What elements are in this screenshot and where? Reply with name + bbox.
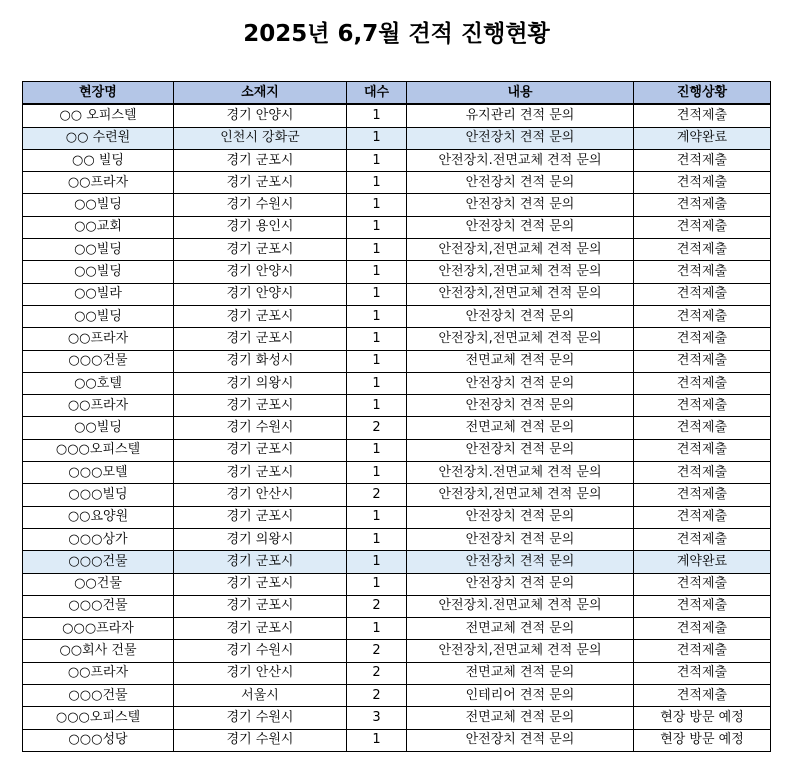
header-location: 소재지: [174, 82, 347, 105]
table-row: [23, 328, 771, 350]
table-row: [23, 261, 771, 283]
cell-status: 견적제출: [634, 395, 771, 417]
table-row: [23, 417, 771, 439]
cell-location: 경기 안양시: [174, 261, 347, 283]
table-row: [23, 372, 771, 394]
cell-site: ○○○프라자: [23, 618, 174, 640]
table-row: [23, 462, 771, 484]
cell-site: ○○○건물: [23, 551, 174, 573]
cell-status: 견적제출: [634, 305, 771, 327]
cell-content: 안전장치,전면교체 견적 문의: [407, 239, 634, 261]
cell-site: ○○빌딩: [23, 194, 174, 216]
cell-content: 전면교체 견적 문의: [407, 618, 634, 640]
cell-content: 안전장치 견적 문의: [407, 194, 634, 216]
cell-count: 3: [347, 707, 407, 729]
cell-content: 안전장치 견적 문의: [407, 729, 634, 751]
cell-content: 안전장치,전면교체 견적 문의: [407, 640, 634, 662]
cell-location: 경기 수원시: [174, 640, 347, 662]
header-content: 내용: [407, 82, 634, 105]
cell-count: 2: [347, 662, 407, 684]
cell-status: 견적제출: [634, 618, 771, 640]
cell-content: 안전장치 견적 문의: [407, 305, 634, 327]
cell-status: 견적제출: [634, 506, 771, 528]
cell-count: 1: [347, 573, 407, 595]
cell-site: ○○○성당: [23, 729, 174, 751]
table-header: [23, 82, 771, 105]
estimate-table-container: [22, 81, 770, 752]
table-row: [23, 662, 771, 684]
cell-count: 1: [347, 395, 407, 417]
cell-site: ○○○오피스텔: [23, 439, 174, 461]
cell-status: 견적제출: [634, 439, 771, 461]
header-count: 대수: [347, 82, 407, 105]
cell-status: 견적제출: [634, 194, 771, 216]
table-row: [23, 685, 771, 707]
cell-count: 1: [347, 439, 407, 461]
cell-count: 1: [347, 216, 407, 238]
cell-status: 견적제출: [634, 662, 771, 684]
cell-site: ○○프라자: [23, 662, 174, 684]
cell-location: 경기 군포시: [174, 551, 347, 573]
cell-status: 견적제출: [634, 283, 771, 305]
cell-status: 견적제출: [634, 685, 771, 707]
cell-site: ○○○건물: [23, 685, 174, 707]
table-row: [23, 127, 771, 149]
cell-site: ○○빌딩: [23, 261, 174, 283]
cell-site: ○○○상가: [23, 528, 174, 550]
cell-location: 인천시 강화군: [174, 127, 347, 149]
cell-location: 경기 군포시: [174, 172, 347, 194]
table-row: [23, 350, 771, 372]
cell-status: 견적제출: [634, 149, 771, 171]
cell-content: 안전장치,전면교체 견적 문의: [407, 261, 634, 283]
cell-count: 1: [347, 239, 407, 261]
cell-content: 안전장치.전면교체 견적 문의: [407, 462, 634, 484]
cell-count: 1: [347, 551, 407, 573]
cell-status: 견적제출: [634, 261, 771, 283]
cell-count: 1: [347, 372, 407, 394]
cell-location: 경기 안양시: [174, 283, 347, 305]
cell-count: 1: [347, 172, 407, 194]
cell-content: 유지관리 견적 문의: [407, 104, 634, 127]
cell-status: 견적제출: [634, 239, 771, 261]
cell-count: 2: [347, 595, 407, 617]
cell-location: 경기 군포시: [174, 239, 347, 261]
cell-location: 경기 화성시: [174, 350, 347, 372]
table-row: [23, 149, 771, 171]
cell-site: ○○빌딩: [23, 417, 174, 439]
table-row: [23, 395, 771, 417]
table-row: [23, 618, 771, 640]
table-row: [23, 729, 771, 751]
cell-site: ○○ 빌딩: [23, 149, 174, 171]
cell-content: 안전장치 견적 문의: [407, 172, 634, 194]
cell-site: ○○프라자: [23, 172, 174, 194]
cell-status: 견적제출: [634, 417, 771, 439]
cell-location: 경기 군포시: [174, 328, 347, 350]
cell-count: 1: [347, 104, 407, 127]
cell-count: 2: [347, 685, 407, 707]
cell-content: 안전장치.전면교체 견적 문의: [407, 595, 634, 617]
cell-status: 견적제출: [634, 216, 771, 238]
cell-location: 경기 안산시: [174, 484, 347, 506]
table-row: [23, 283, 771, 305]
cell-location: 경기 군포시: [174, 506, 347, 528]
cell-site: ○○ 수련원: [23, 127, 174, 149]
cell-location: 경기 군포시: [174, 573, 347, 595]
cell-count: 2: [347, 640, 407, 662]
header-status: 진행상황: [634, 82, 771, 105]
cell-content: 안전장치,전면교체 견적 문의: [407, 283, 634, 305]
cell-content: 안전장치 견적 문의: [407, 395, 634, 417]
cell-status: 견적제출: [634, 104, 771, 127]
cell-count: 1: [347, 194, 407, 216]
cell-site: ○○○모텔: [23, 462, 174, 484]
cell-site: ○○교회: [23, 216, 174, 238]
cell-site: ○○○건물: [23, 350, 174, 372]
cell-content: 전면교체 견적 문의: [407, 662, 634, 684]
cell-location: 경기 수원시: [174, 729, 347, 751]
cell-content: 안전장치 견적 문의: [407, 127, 634, 149]
cell-status: 계약완료: [634, 127, 771, 149]
cell-content: 안전장치 견적 문의: [407, 573, 634, 595]
cell-location: 경기 군포시: [174, 395, 347, 417]
cell-site: ○○건물: [23, 573, 174, 595]
cell-status: 견적제출: [634, 528, 771, 550]
cell-count: 1: [347, 283, 407, 305]
cell-location: 경기 안산시: [174, 662, 347, 684]
table-row: [23, 194, 771, 216]
cell-content: 안전장치,전면교체 견적 문의: [407, 484, 634, 506]
cell-location: 경기 군포시: [174, 595, 347, 617]
cell-status: 견적제출: [634, 484, 771, 506]
cell-site: ○○빌라: [23, 283, 174, 305]
table-row: [23, 104, 771, 127]
cell-status: 견적제출: [634, 573, 771, 595]
cell-count: 1: [347, 729, 407, 751]
cell-content: 안전장치 견적 문의: [407, 528, 634, 550]
cell-site: ○○빌딩: [23, 305, 174, 327]
cell-count: 1: [347, 305, 407, 327]
cell-count: 1: [347, 462, 407, 484]
cell-location: 서울시: [174, 685, 347, 707]
cell-count: 1: [347, 618, 407, 640]
cell-content: 전면교체 견적 문의: [407, 417, 634, 439]
cell-content: 전면교체 견적 문의: [407, 350, 634, 372]
cell-site: ○○프라자: [23, 395, 174, 417]
table-row: [23, 484, 771, 506]
cell-count: 1: [347, 261, 407, 283]
cell-location: 경기 군포시: [174, 305, 347, 327]
table-row: [23, 707, 771, 729]
table-row: [23, 595, 771, 617]
cell-count: 1: [347, 506, 407, 528]
table-row: [23, 573, 771, 595]
cell-status: 견적제출: [634, 372, 771, 394]
cell-site: ○○빌딩: [23, 239, 174, 261]
cell-location: 경기 군포시: [174, 149, 347, 171]
cell-site: ○○요양원: [23, 506, 174, 528]
cell-status: 계약완료: [634, 551, 771, 573]
cell-content: 안전장치 견적 문의: [407, 439, 634, 461]
cell-site: ○○○빌딩: [23, 484, 174, 506]
table-body: [23, 104, 771, 751]
cell-content: 안전장치,전면교체 견적 문의: [407, 328, 634, 350]
cell-location: 경기 군포시: [174, 618, 347, 640]
cell-location: 경기 용인시: [174, 216, 347, 238]
estimate-status-table: [22, 81, 771, 752]
header-site: 현장명: [23, 82, 174, 105]
cell-content: 안전장치 견적 문의: [407, 506, 634, 528]
cell-status: 견적제출: [634, 640, 771, 662]
cell-site: ○○ 오피스텔: [23, 104, 174, 127]
cell-content: 인테리어 견적 문의: [407, 685, 634, 707]
cell-location: 경기 수원시: [174, 194, 347, 216]
cell-location: 경기 수원시: [174, 417, 347, 439]
cell-site: ○○○오피스텔: [23, 707, 174, 729]
cell-count: 1: [347, 328, 407, 350]
cell-count: 2: [347, 484, 407, 506]
cell-site: ○○○건물: [23, 595, 174, 617]
cell-location: 경기 군포시: [174, 439, 347, 461]
table-row: [23, 506, 771, 528]
cell-content: 전면교체 견적 문의: [407, 707, 634, 729]
cell-count: 1: [347, 528, 407, 550]
cell-content: 안전장치 견적 문의: [407, 216, 634, 238]
table-row: [23, 216, 771, 238]
table-row: [23, 305, 771, 327]
table-row: [23, 640, 771, 662]
cell-status: 현장 방문 예정: [634, 729, 771, 751]
cell-location: 경기 수원시: [174, 707, 347, 729]
cell-count: 1: [347, 149, 407, 171]
cell-location: 경기 의왕시: [174, 372, 347, 394]
cell-content: 안전장치.전면교체 견적 문의: [407, 149, 634, 171]
cell-location: 경기 안양시: [174, 104, 347, 127]
cell-site: ○○프라자: [23, 328, 174, 350]
cell-count: 2: [347, 417, 407, 439]
cell-content: 안전장치 견적 문의: [407, 551, 634, 573]
cell-site: ○○회사 건물: [23, 640, 174, 662]
cell-location: 경기 의왕시: [174, 528, 347, 550]
cell-location: 경기 군포시: [174, 462, 347, 484]
cell-status: 견적제출: [634, 350, 771, 372]
cell-site: ○○호텔: [23, 372, 174, 394]
page-title: 2025년 6,7월 견적 진행현황: [243, 21, 550, 47]
cell-status: 견적제출: [634, 328, 771, 350]
cell-count: 1: [347, 350, 407, 372]
cell-status: 견적제출: [634, 462, 771, 484]
table-row: [23, 439, 771, 461]
cell-status: 견적제출: [634, 172, 771, 194]
cell-content: 안전장치 견적 문의: [407, 372, 634, 394]
table-row: [23, 239, 771, 261]
table-row: [23, 172, 771, 194]
header-row: [23, 82, 771, 105]
cell-status: 견적제출: [634, 595, 771, 617]
table-row: [23, 528, 771, 550]
cell-status: 현장 방문 예정: [634, 707, 771, 729]
table-row: [23, 551, 771, 573]
cell-count: 1: [347, 127, 407, 149]
